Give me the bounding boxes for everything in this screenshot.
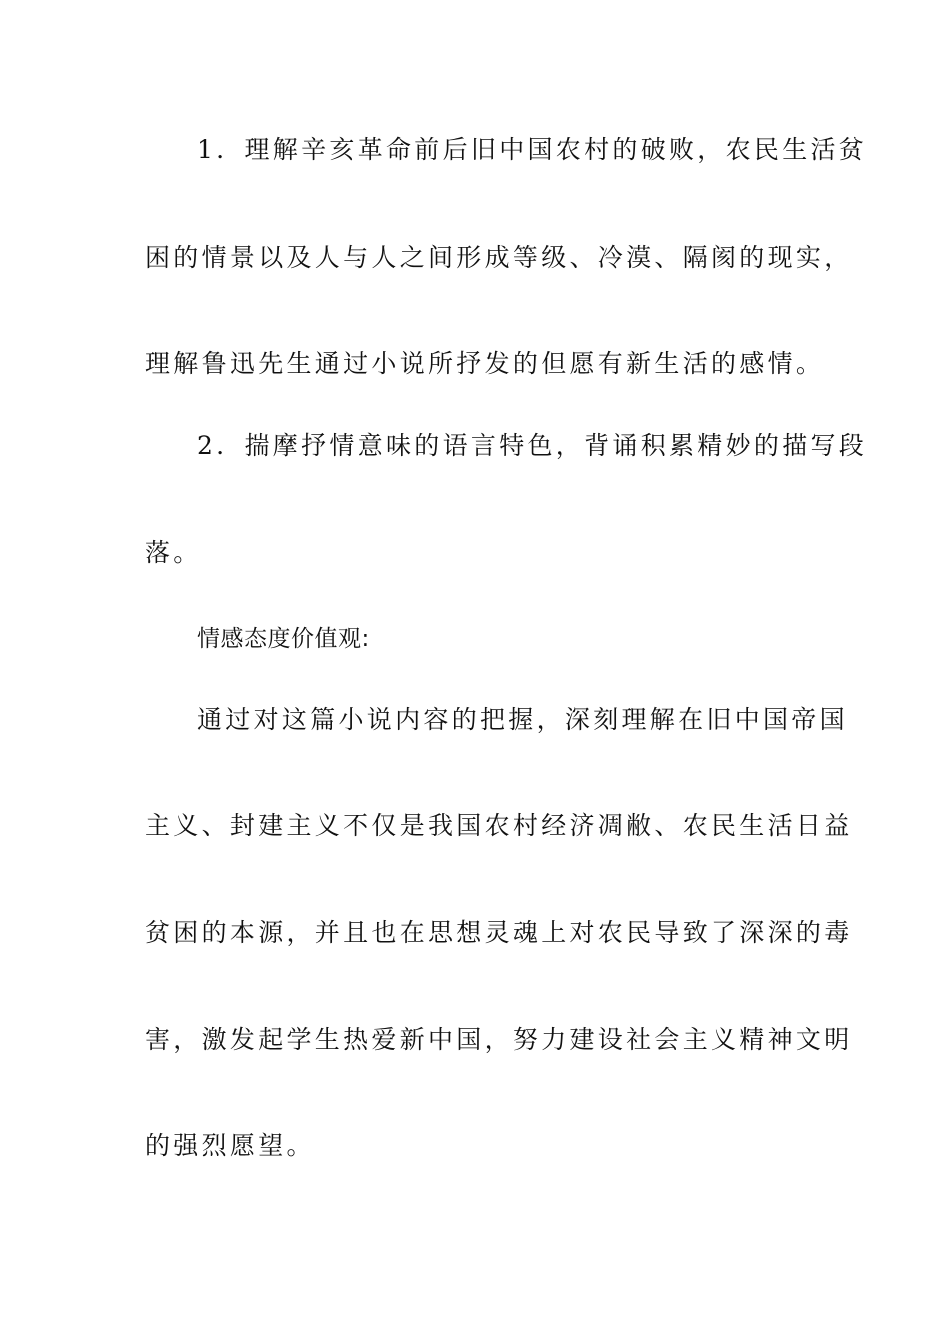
paragraph-2-line-2: 落。 — [145, 538, 202, 567]
paragraph-3-line-3: 贫困的本源，并且也在思想灵魂上对农民导致了深深的毒 — [145, 918, 853, 947]
paragraph-1-line-2: 困的情景以及人与人之间形成等级、冷漠、隔阂的现实， — [145, 243, 853, 272]
paragraph-3-line-2: 主义、封建主义不仅是我国农村经济凋敝、农民生活日益 — [145, 811, 853, 840]
section-heading: 情感态度价值观: — [197, 626, 370, 652]
paragraph-3-line-5: 的强烈愿望。 — [145, 1131, 315, 1160]
paragraph-1-line-1: 1．理解辛亥革命前后旧中国农村的破败，农民生活贫 — [197, 135, 868, 164]
paragraph-3-line-1: 通过对这篇小说内容的把握，深刻理解在旧中国帝国 — [197, 705, 848, 734]
paragraph-1-line-3: 理解鲁迅先生通过小说所抒发的但愿有新生活的感情。 — [145, 349, 825, 378]
paragraph-2-line-1: 2．揣摩抒情意味的语言特色，背诵积累精妙的描写段 — [197, 431, 868, 460]
paragraph-3-line-4: 害，激发起学生热爱新中国，努力建设社会主义精神文明 — [145, 1025, 853, 1054]
